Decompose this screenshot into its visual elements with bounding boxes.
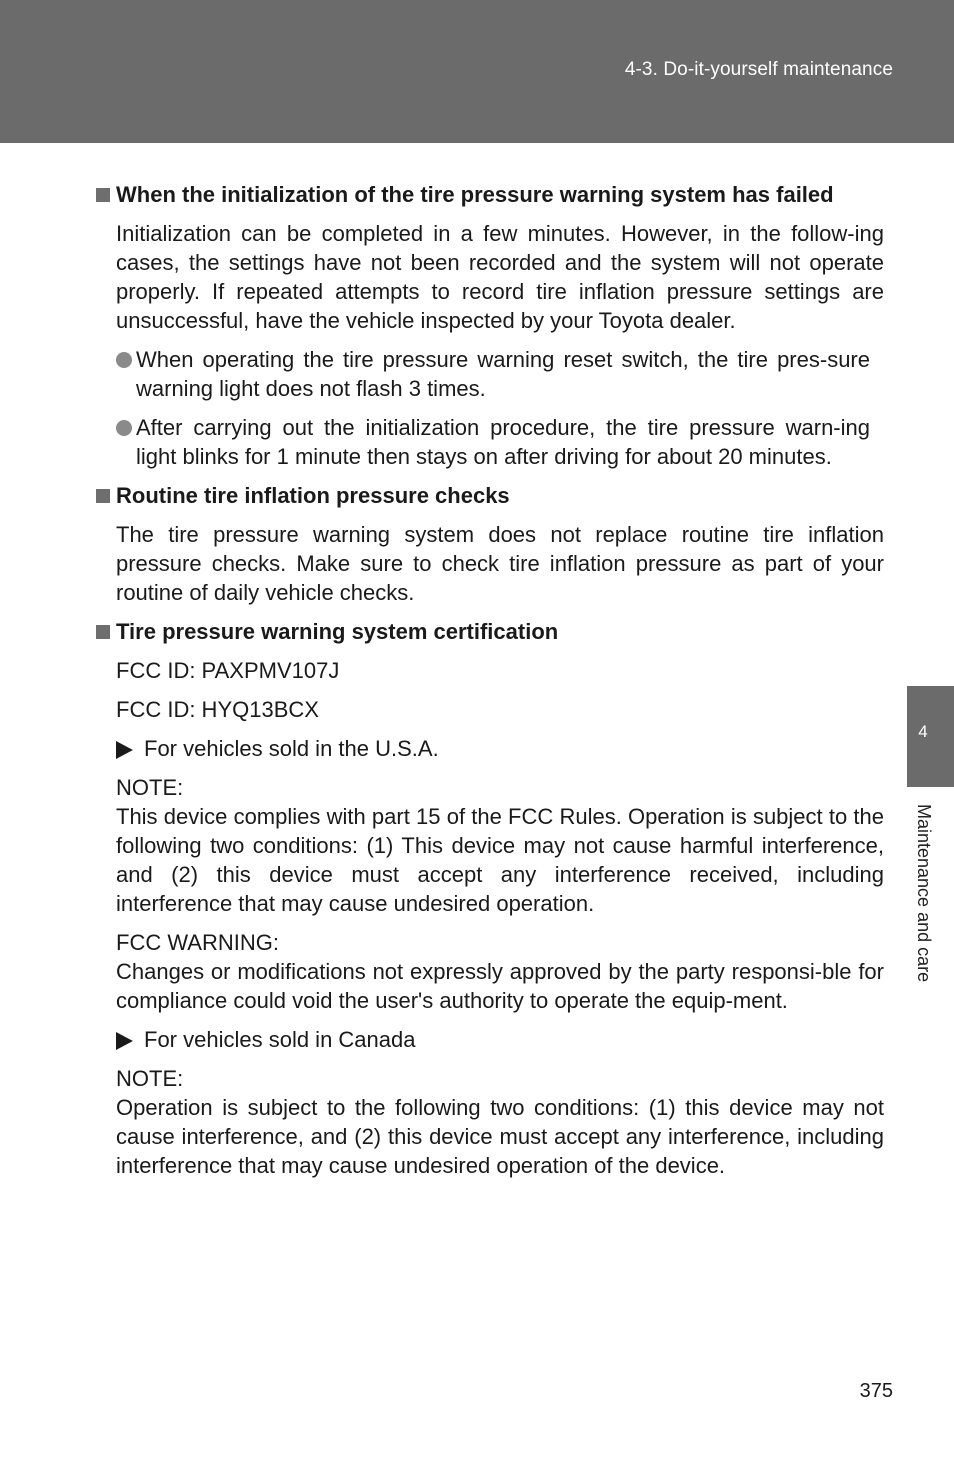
fcc-id-1: FCC ID: PAXPMV107J (116, 658, 340, 683)
chapter-label: Maintenance and care (914, 804, 934, 983)
square-bullet-icon (96, 188, 110, 202)
list-item-text: When operating the tire pressure warning reset switch, the tire pres-sure warning light does not flash 3 times. (136, 347, 870, 401)
heading-text: Tire pressure warning system certification (116, 619, 559, 644)
canada-subheading-text: For vehicles sold in Canada (144, 1027, 416, 1052)
triangle-arrow-icon (116, 741, 133, 759)
circle-bullet-icon (116, 352, 132, 368)
note-label: NOTE: (116, 775, 184, 800)
warning-text: Changes or modifications not expressly approved by the party responsi-ble for compliance could void the user's authority to operate the equip-ment. (116, 959, 884, 1013)
heading-routine-checks (96, 481, 884, 510)
section-title: 4-3. Do-it-yourself maintenance (624, 59, 893, 80)
canada-note (96, 1064, 884, 1180)
paragraph-initialization: Initialization can be completed in a few minutes. However, in the follow-ing cases, the settings have not been recorded and the system will not operate properly. If repeated attempts to record tire inflation pressure settings are unsuccessful, have the vehicle inspected by your Toyota dealer. (116, 221, 884, 333)
circle-bullet-icon (116, 420, 132, 436)
list-item (116, 345, 870, 403)
usa-subheading-text: For vehicles sold in the U.S.A. (144, 736, 439, 761)
list-item (116, 413, 870, 471)
note-label: NOTE: (116, 1066, 184, 1091)
fcc-id-2: FCC ID: HYQ13BCX (116, 697, 319, 722)
usa-note (96, 773, 884, 918)
square-bullet-icon (96, 489, 110, 503)
usa-subheading (116, 734, 884, 763)
warning-label: FCC WARNING: (116, 930, 279, 955)
heading-certification (96, 617, 884, 646)
page-number: 375 (859, 1380, 893, 1402)
fcc-warning (96, 928, 884, 1015)
heading-text: Routine tire inflation pressure checks (116, 483, 510, 508)
chapter-tab (907, 686, 954, 787)
heading-initialization-failed (96, 180, 884, 209)
note-text: This device complies with part 15 of the FCC Rules. Operation is subject to the following two conditions: (1) This device may not cause harmful interference, and (2) this device must accept any interference received, including interference that may cause undesired operation. (116, 804, 884, 916)
page-header (0, 0, 954, 143)
canada-subheading (116, 1025, 884, 1054)
heading-text: When the initialization of the tire pressure warning system has failed (116, 182, 834, 207)
triangle-arrow-icon (116, 1032, 133, 1050)
chapter-number: 4 (918, 722, 928, 741)
list-item-text: After carrying out the initialization procedure, the tire pressure warn-ing light blinks for 1 minute then stays on after driving for about 20 minutes. (136, 415, 870, 469)
note-text: Operation is subject to the following two conditions: (1) this device may not cause interference, and (2) this device must accept any interference, including interference that may cause undesired operation of the device. (116, 1095, 884, 1178)
page-content (96, 180, 884, 1190)
square-bullet-icon (96, 625, 110, 639)
paragraph-routine-checks: The tire pressure warning system does not replace routine tire inflation pressure checks. Make sure to check tire inflation pressure as part of your routine of daily vehicle checks. (116, 522, 884, 605)
